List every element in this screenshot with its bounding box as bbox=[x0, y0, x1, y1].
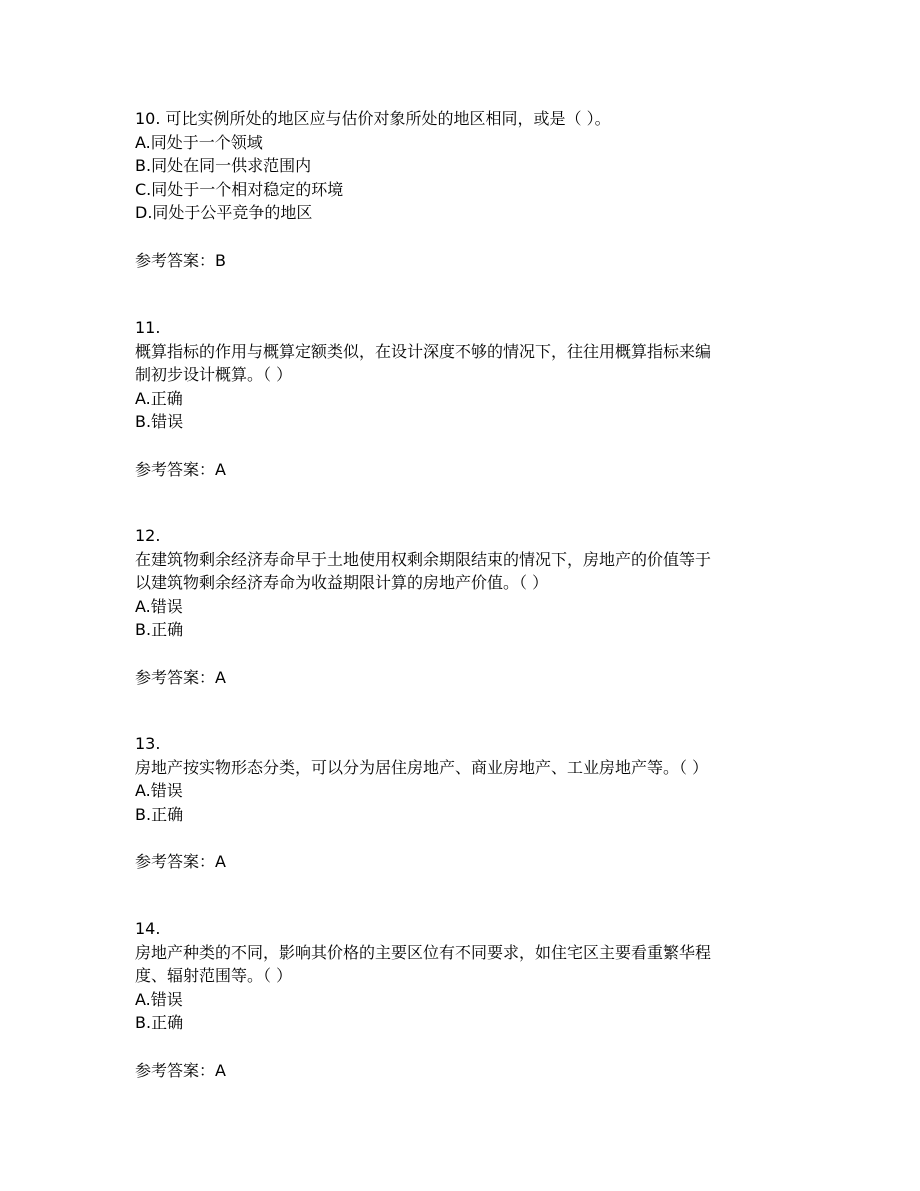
question-number: 14. bbox=[135, 919, 161, 938]
question-stem: 概算指标的作用与概算定额类似，在设计深度不够的情况下，往往用概算指标来编 bbox=[135, 341, 712, 361]
question-number: 12. bbox=[135, 526, 161, 545]
option-b: B.正确 bbox=[135, 620, 184, 639]
question-stem: 制初步设计概算。（ ） bbox=[135, 365, 293, 384]
reference-answer: 参考答案：A bbox=[135, 459, 226, 479]
option-c: C.同处于一个相对稳定的环境 bbox=[135, 179, 344, 199]
option-b: B.错误 bbox=[135, 412, 184, 431]
question-stem: 10. 可比实例所处的地区应与估价对象所处的地区相同，或是（ ）。 bbox=[135, 109, 611, 128]
reference-answer: 参考答案：A bbox=[135, 667, 226, 687]
option-a: A.正确 bbox=[135, 388, 183, 408]
option-d: D.同处于公平竞争的地区 bbox=[135, 203, 313, 222]
option-b: B.正确 bbox=[135, 1013, 184, 1032]
option-a: A.错误 bbox=[135, 989, 183, 1009]
question-stem: 以建筑物剩余经济寿命为收益期限计算的房地产价值。（ ） bbox=[135, 573, 549, 592]
question-number: 13. bbox=[135, 734, 161, 753]
option-a: A.错误 bbox=[135, 781, 183, 800]
question-stem: 房地产种类的不同，影响其价格的主要区位有不同要求，如住宅区主要看重繁华程 bbox=[135, 942, 712, 962]
reference-answer: 参考答案：A bbox=[135, 852, 226, 871]
question-stem: 度、辐射范围等。（ ） bbox=[135, 966, 293, 985]
reference-answer: 参考答案：A bbox=[135, 1060, 226, 1080]
question-10 bbox=[135, 107, 795, 272]
question-12 bbox=[135, 524, 795, 689]
option-a: A.错误 bbox=[135, 596, 183, 616]
question-number: 11. bbox=[135, 318, 161, 337]
question-13 bbox=[135, 732, 795, 874]
option-b: B.正确 bbox=[135, 804, 184, 824]
question-stem: 在建筑物剩余经济寿命早于土地使用权剩余期限结束的情况下，房地产的价值等于 bbox=[135, 549, 712, 569]
option-a: A.同处于一个领域 bbox=[135, 132, 263, 152]
question-14 bbox=[135, 917, 795, 1082]
option-b: B.同处在同一供求范围内 bbox=[135, 156, 312, 175]
reference-answer: 参考答案：B bbox=[135, 250, 226, 270]
question-stem: 房地产按实物形态分类，可以分为居住房地产、商业房地产、工业房地产等。（ ） bbox=[135, 757, 709, 777]
question-11 bbox=[135, 316, 795, 481]
